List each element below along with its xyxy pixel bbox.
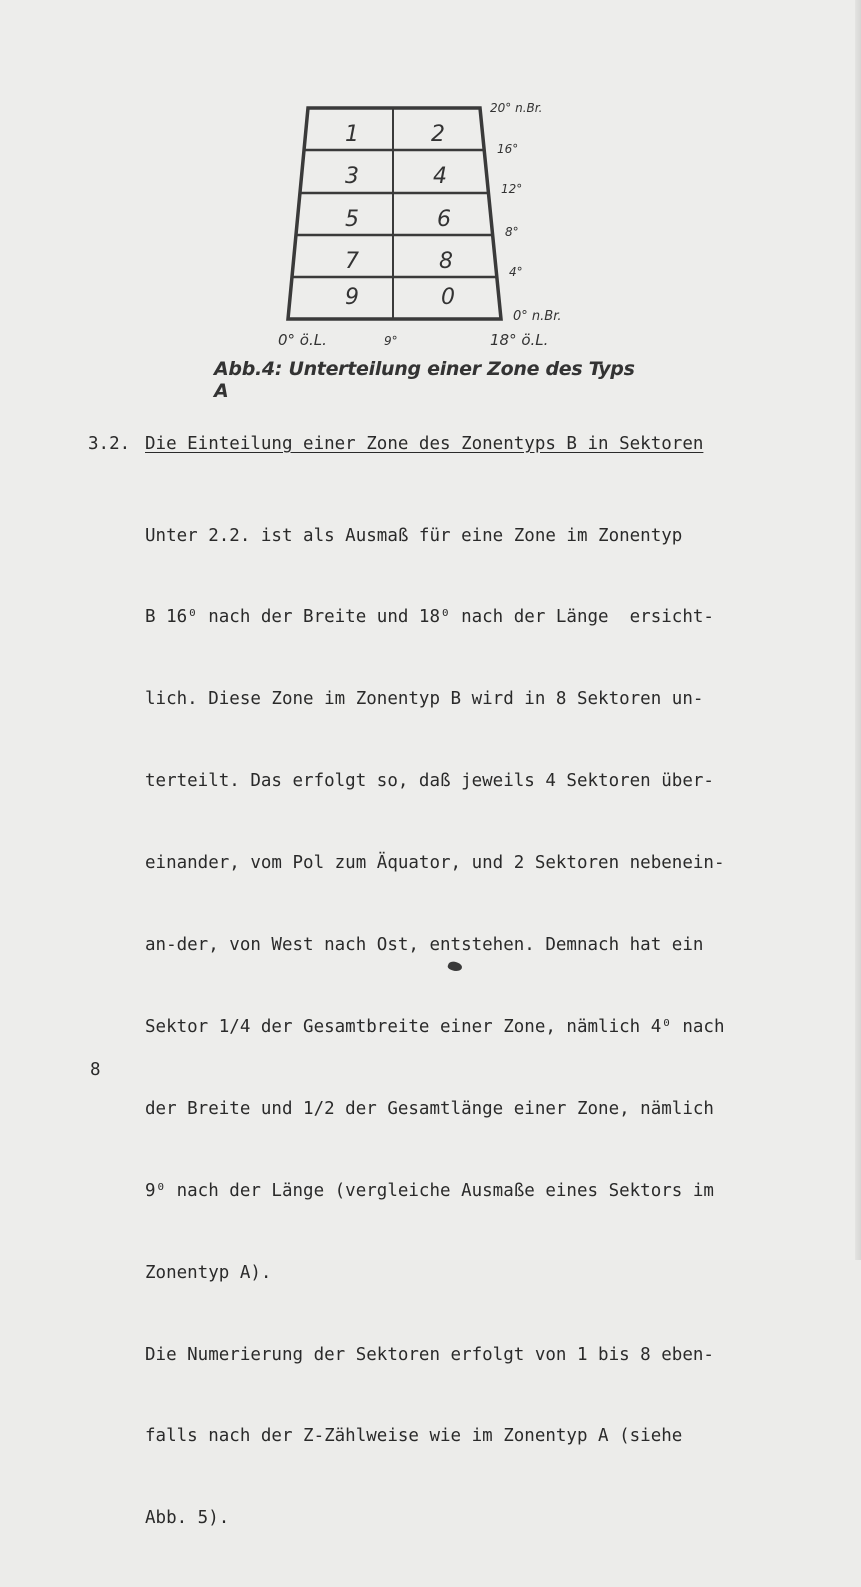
longitude-label: 0° ö.L. xyxy=(278,331,327,349)
longitude-label: 9° xyxy=(384,334,398,348)
latitude-label: 12° xyxy=(501,182,523,196)
sector-label: 4 xyxy=(433,164,447,189)
latitude-label: 8° xyxy=(505,225,519,239)
text-line: Sektor 1/4 der Gesamtbreite einer Zone, nämlich 4⁰ nach xyxy=(145,1016,725,1037)
text-line: der Breite und 1/2 der Gesamtlänge einer Zone, nämlich xyxy=(145,1098,714,1119)
longitude-label: 18° ö.L. xyxy=(490,331,549,349)
latitude-label: 0° n.Br. xyxy=(513,309,562,324)
sector-label: 7 xyxy=(345,249,359,274)
section-title: Die Einteilung einer Zone des Zonentyps B in Sektoren xyxy=(145,434,704,454)
zone-diagram xyxy=(0,0,861,400)
text-line: einander, vom Pol zum Äquator, und 2 Sektoren nebenein- xyxy=(145,853,725,874)
text-line: Unter 2.2. ist als Ausmaß für eine Zone im Zonentyp xyxy=(145,525,683,546)
body-paragraph xyxy=(145,468,785,1587)
text-line: Die Numerierung der Sektoren erfolgt von 1 bis 8 eben- xyxy=(145,1344,714,1365)
text-line: an-der, von West nach Ost, entstehen. Demnach hat ein xyxy=(145,935,704,956)
section-number: 3.2. xyxy=(88,434,131,454)
text-line: B 16⁰ nach der Breite und 18⁰ nach der Länge ersicht- xyxy=(145,607,714,628)
text-line: falls nach der Z-Zählweise wie im Zonentyp A (siehe xyxy=(145,1426,683,1447)
latitude-label: 20° n.Br. xyxy=(490,101,543,115)
section-heading xyxy=(88,434,768,454)
sector-label: 6 xyxy=(437,207,451,232)
sector-label: 0 xyxy=(441,285,455,310)
sector-label: 1 xyxy=(345,122,359,147)
text-line: Zonentyp A). xyxy=(145,1262,272,1283)
sector-label: 8 xyxy=(439,249,453,274)
zone-outline xyxy=(288,108,501,319)
text-line: lich. Diese Zone im Zonentyp B wird in 8 Sektoren un- xyxy=(145,689,704,710)
page-number: 8 xyxy=(90,1060,101,1080)
sector-label: 2 xyxy=(431,122,445,147)
figure-caption: Abb.4: Unterteilung einer Zone des Typs A xyxy=(214,358,635,402)
sector-label: 5 xyxy=(345,207,359,232)
latitude-label: 4° xyxy=(509,265,523,279)
text-line: 9⁰ nach der Länge (vergleiche Ausmaße eines Sektors im xyxy=(145,1180,714,1201)
sector-label: 9 xyxy=(345,285,359,310)
sector-label: 3 xyxy=(345,164,359,189)
text-line: Abb. 5). xyxy=(145,1508,230,1529)
text-line: terteilt. Das erfolgt so, daß jeweils 4 Sektoren über- xyxy=(145,771,714,792)
latitude-label: 16° xyxy=(497,142,519,156)
